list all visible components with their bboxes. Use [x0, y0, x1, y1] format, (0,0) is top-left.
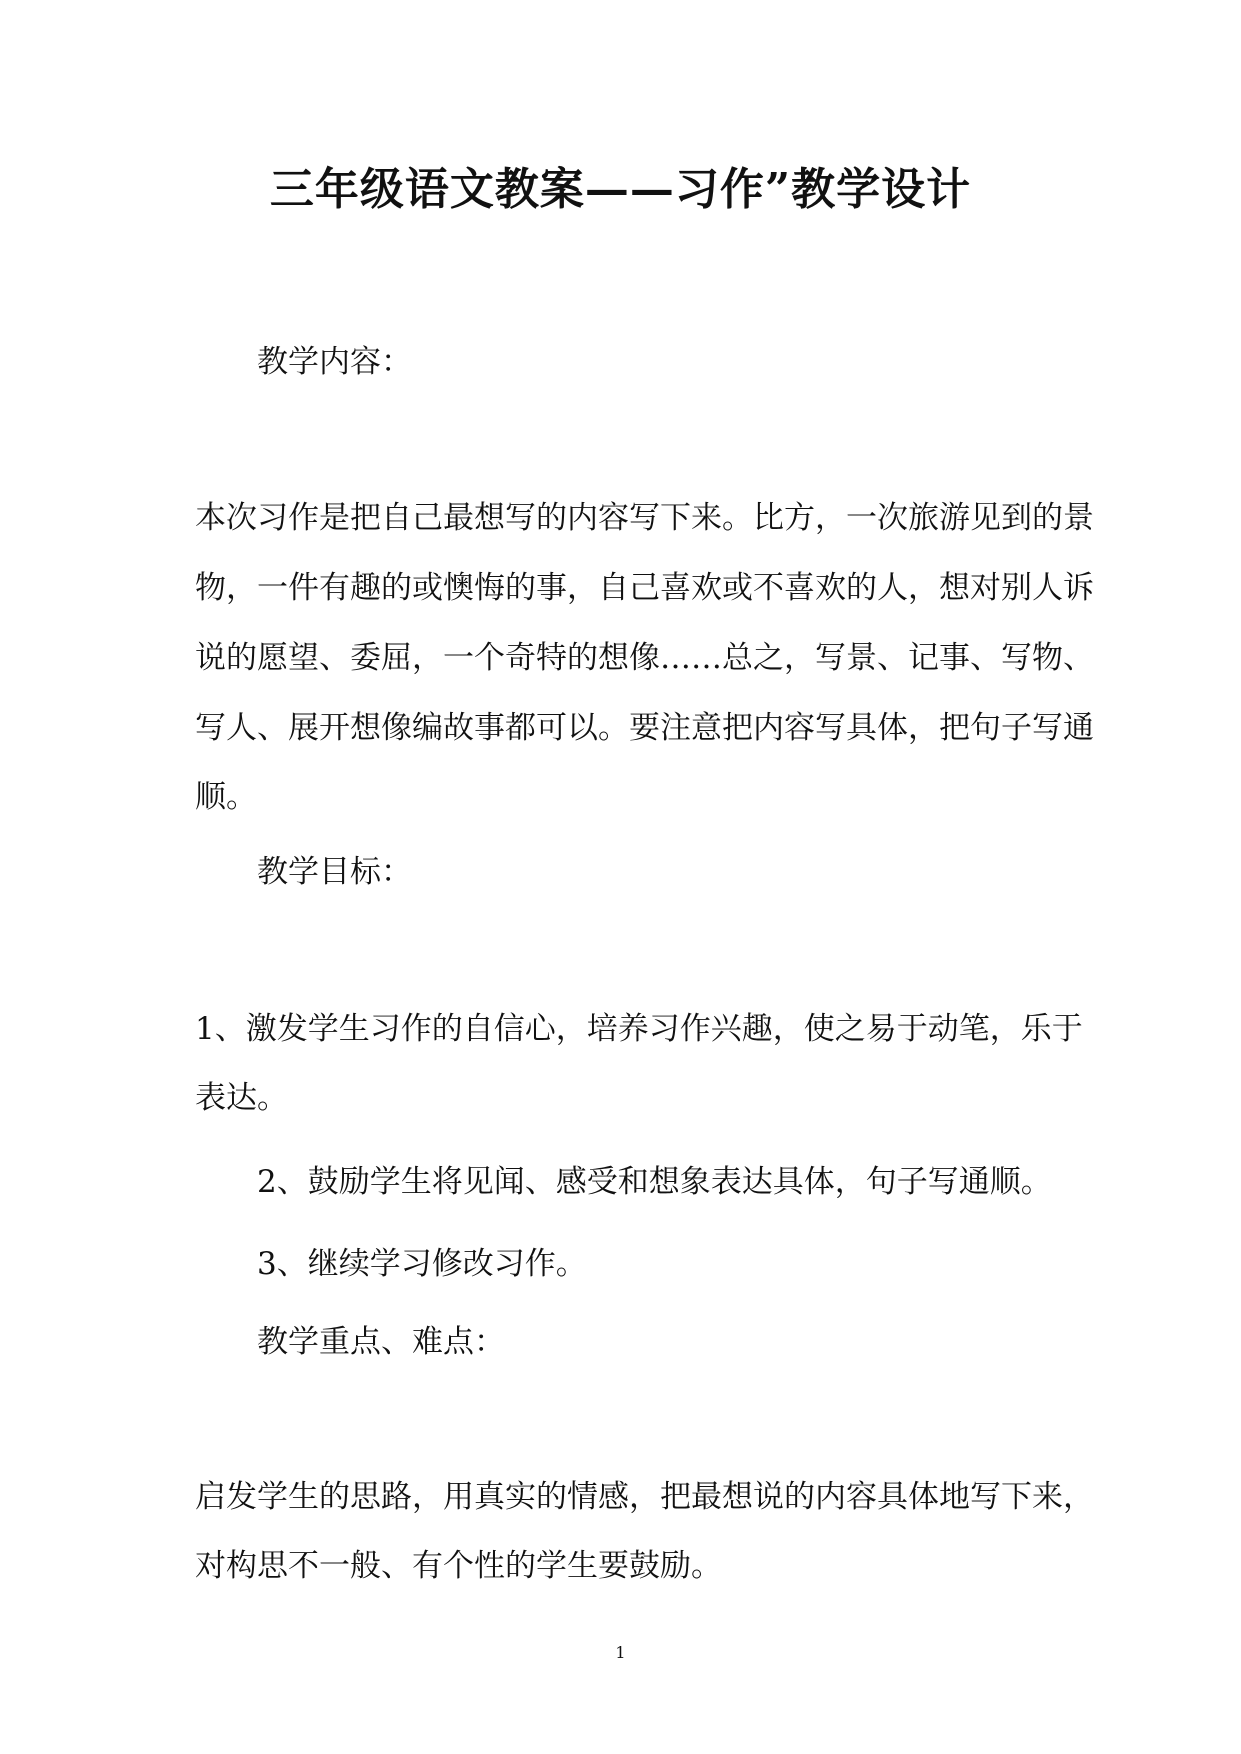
goal-item-1-line: 表达。: [195, 1080, 288, 1116]
heading-teaching-goals: 教学目标：: [257, 854, 412, 890]
key-points-line: 启发学生的思路，用真实的情感，把最想说的内容具体地写下来，: [195, 1479, 1094, 1515]
goal-item-2: 2、鼓励学生将见闻、感受和想象表达具体，句子写通顺。: [257, 1164, 1052, 1200]
paragraph-line: 说的愿望、委屈，一个奇特的想像……总之，写景、记事、写物、: [195, 640, 1094, 676]
key-points-line: 对构思不一般、有个性的学生要鼓励。: [195, 1548, 722, 1584]
paragraph-line: 写人、展开想像编故事都可以。要注意把内容写具体，把句子写通: [195, 710, 1094, 746]
heading-teaching-content: 教学内容：: [257, 344, 412, 380]
paragraph-line: 顺。: [195, 779, 257, 815]
goal-item-3: 3、继续学习修改习作。: [257, 1246, 587, 1282]
page-number: 1: [615, 1643, 626, 1662]
heading-key-points: 教学重点、难点：: [257, 1324, 505, 1360]
goal-item-1-line: 1、激发学生习作的自信心，培养习作兴趣，使之易于动笔，乐于: [195, 1011, 1083, 1047]
paragraph-line: 本次习作是把自己最想写的内容写下来。比方，一次旅游见到的景: [195, 500, 1094, 536]
paragraph-line: 物，一件有趣的或懊悔的事，自己喜欢或不喜欢的人，想对别人诉: [195, 570, 1094, 606]
document-title: 三年级语文教案——习作”教学设计: [269, 164, 972, 215]
